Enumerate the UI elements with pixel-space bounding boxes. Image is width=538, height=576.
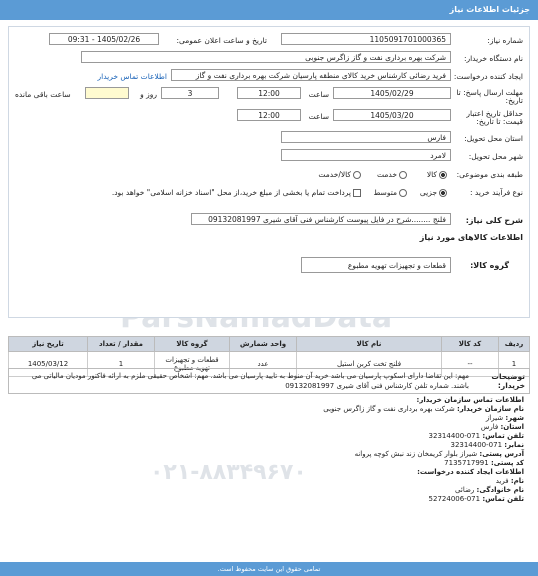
watermark-phone: ۰۲۱-۸۸۳۴۹۶۷۰	[150, 460, 307, 485]
col-header: گروه کالا	[155, 337, 230, 352]
phone-label: تلفن تماس:	[482, 432, 524, 440]
category-service-text: خدمت	[377, 170, 397, 179]
col-header: مقدار / تعداد	[88, 337, 155, 352]
need-no-label: شماره نیاز:	[487, 36, 523, 45]
validity-time-label: ساعت	[308, 112, 329, 121]
buyer-field: شرکت بهره برداری نفت و گاز زاگرس جنوبی	[81, 51, 451, 63]
family-label: نام خانوادگی:	[476, 486, 524, 494]
cell-code: --	[442, 352, 499, 377]
deadline-time-field: 12:00	[237, 87, 301, 99]
province-label: استان محل تحویل:	[464, 134, 523, 143]
announce-field: 1405/02/26 - 09:31	[49, 33, 159, 45]
deadline-date-field: 1405/02/29	[333, 87, 451, 99]
cell-date: 1405/03/12	[9, 352, 88, 377]
cphone-value: 071-52724006	[428, 495, 481, 503]
days-field: 3	[161, 87, 219, 99]
postal-label: کد پستی:	[490, 459, 524, 467]
fax-value: 071-32314400	[450, 441, 503, 449]
checkbox-icon	[353, 189, 361, 197]
col-header: واحد شمارش	[230, 337, 297, 352]
deadline-label: مهلت ارسال پاسخ: تا تاریخ:	[456, 88, 523, 105]
city-value: شیراز	[485, 414, 504, 422]
notes-text: مهم: این تقاضا دارای اسکوپ پارسیان می باشد خرید آن منوط به تایید پارسیان می باشد. مهم: اشخاص حقیقی ملزم به ارائه فاکتور مودیان مالیاتی می باشند. شماره تلفن کارشناس فنی آقای شیری 09132081997	[31, 372, 469, 390]
fax-label: نمابر:	[504, 441, 524, 449]
summary-label: شرح کلی نیاز:	[465, 216, 523, 225]
page-title: جزئیات اطلاعات نیاز	[0, 0, 538, 20]
cell-unit: عدد	[230, 352, 297, 377]
province-value: فارس	[480, 423, 499, 431]
creator-label: ایجاد کننده درخواست:	[453, 72, 523, 81]
province-field: فارس	[281, 131, 451, 143]
process-medium-text: متوسط	[373, 188, 397, 197]
org-label: نام سازمان خریدار:	[456, 405, 524, 413]
category-both-text: کالا/خدمت	[318, 170, 351, 179]
cphone-label: تلفن تماس:	[482, 495, 524, 503]
radio-icon	[353, 171, 361, 179]
name-label: نام:	[510, 477, 524, 485]
process-medium-option[interactable]	[373, 188, 407, 197]
cell-name: فلنج تخت کربن استیل	[297, 352, 442, 377]
process-small-option[interactable]	[420, 188, 447, 197]
radio-icon	[399, 171, 407, 179]
radio-icon	[399, 189, 407, 197]
col-header: نام کالا	[297, 337, 442, 352]
process-label: نوع فرآیند خرید :	[469, 188, 523, 197]
remaining-label: ساعت باقی مانده	[15, 90, 71, 99]
category-goods-text: کالا	[426, 170, 437, 179]
validity-date-field: 1405/03/20	[333, 109, 451, 121]
footer: تمامی حقوق این سایت محفوظ است.	[0, 562, 538, 576]
province-label2: استان:	[500, 423, 524, 431]
summary-field: فلنج ........شرح در فایل پیوست کارشناس فنی آقای شیری 09132081997	[191, 213, 451, 225]
org-value: شرکت بهره برداری نفت و گاز زاگرس جنوبی	[323, 405, 455, 413]
group-field: قطعات و تجهیزات تهویه مطبوع	[301, 257, 451, 273]
category-label: طبقه بندی موضوعی:	[456, 170, 523, 179]
name-value: فرید	[495, 477, 509, 485]
phone-value: 071-32314400	[428, 432, 481, 440]
buyer-contact-link[interactable]: اطلاعات تماس خریدار	[97, 72, 167, 81]
need-no-field: 1105091701000365	[281, 33, 451, 45]
city-label: شهر محل تحویل:	[468, 152, 523, 161]
cell-group: قطعات و تجهیزات تهویه مطبوع	[155, 352, 230, 377]
table-header-row	[9, 337, 530, 352]
validity-time-field: 12:00	[237, 109, 301, 121]
family-value: رضائی	[455, 486, 475, 494]
col-header: ردیف	[499, 337, 530, 352]
creator-field: فرید رضائی کارشناس خرید کالای منطقه پارسیان شرکت بهره برداری نفت و گاز	[171, 69, 451, 81]
notes-label: توضیحات خریدار:	[491, 372, 525, 390]
remaining-hours-field	[85, 87, 129, 99]
cell-qty: 1	[88, 352, 155, 377]
goods-info-heading: اطلاعات کالاهای مورد نیاز	[419, 233, 523, 242]
city-label2: شهر:	[505, 414, 524, 422]
treasury-note: پرداخت تمام یا بخشی از مبلغ خرید،از محل "اسناد خزانه اسلامی" خواهد بود.	[111, 188, 351, 197]
creator-heading: اطلاعات ایجاد کننده درخواست:	[417, 468, 524, 476]
address-label: آدرس پستی:	[479, 450, 524, 458]
cell-row-no: 1	[499, 352, 530, 377]
buyer-notes	[8, 368, 530, 394]
city-field: لامرد	[281, 149, 451, 161]
deadline-time-label: ساعت	[308, 90, 329, 99]
postal-value: 7135717991	[444, 459, 489, 467]
validity-label: حداقل تاریخ اعتبار قیمت: تا تاریخ:	[466, 109, 523, 126]
days-label: روز و	[140, 90, 157, 99]
treasury-checkbox[interactable]	[112, 188, 361, 197]
buyer-label: نام دستگاه خریدار:	[463, 54, 523, 63]
radio-icon	[439, 171, 447, 179]
col-header: تاریخ نیاز	[9, 337, 88, 352]
category-both-option[interactable]	[318, 170, 361, 179]
contact-heading: اطلاعات تماس سازمان خریدار:	[416, 396, 524, 404]
radio-icon	[439, 189, 447, 197]
group-label: گروه کالا:	[470, 261, 509, 270]
contact-section	[4, 396, 524, 504]
address-value: شیراز بلوار کریمخان زند نبش کوچه پروانه	[354, 450, 478, 458]
details-panel	[8, 26, 530, 318]
announce-label: تاریخ و ساعت اعلان عمومی:	[176, 36, 267, 45]
category-goods-option[interactable]	[427, 170, 447, 179]
category-service-option[interactable]	[377, 170, 407, 179]
col-header: کد کالا	[442, 337, 499, 352]
process-small-text: جزیی	[419, 188, 437, 197]
